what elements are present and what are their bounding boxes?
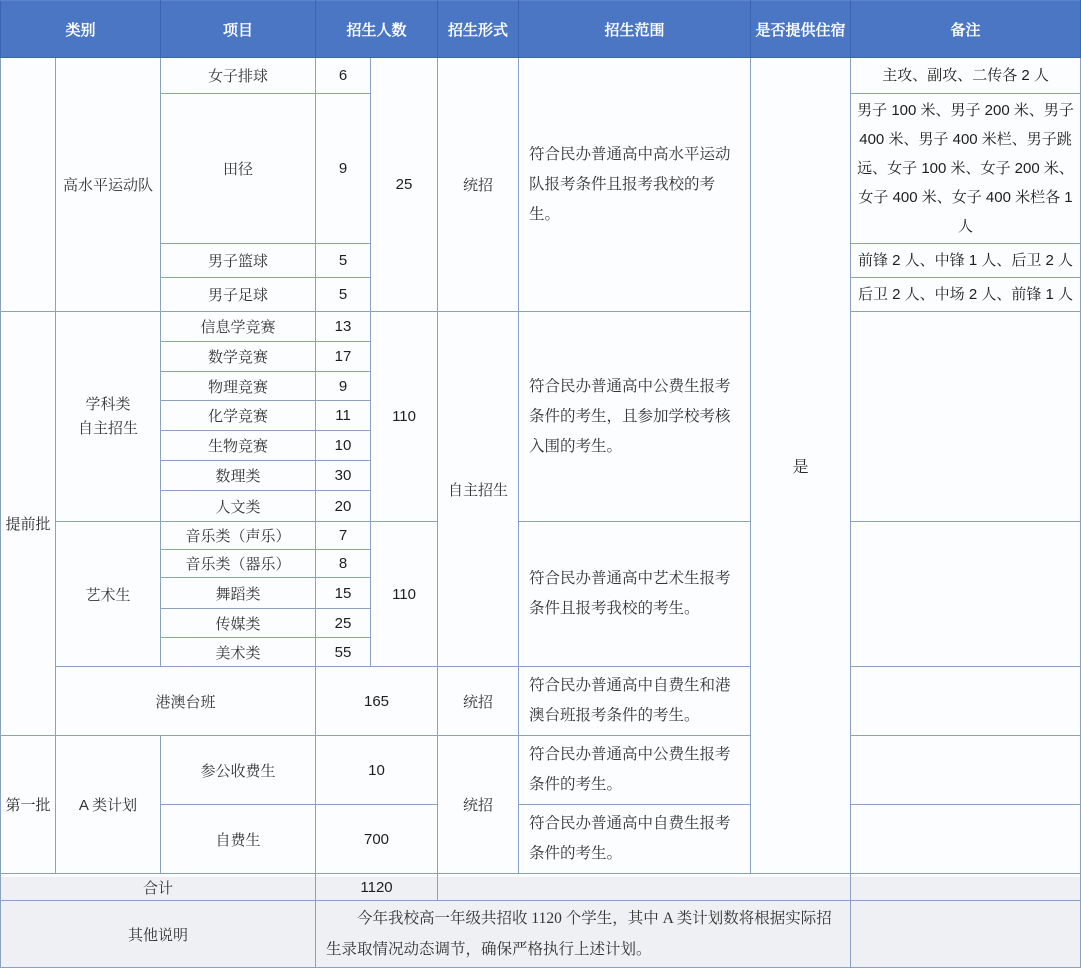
scope-cell-hmt: 符合民办普通高中自费生和港澳台班报考条件的考生。 [519,667,751,736]
note-cell: 主攻、副攻、二传各 2 人 [851,58,1081,94]
row-hmt-class [1,667,1081,736]
note-cell-empty [851,901,1081,968]
form-cell-independent: 自主招生 [438,312,519,667]
count-cell: 5 [316,244,371,278]
note-cell-empty [851,312,1081,522]
row-female-volleyball [1,58,1081,94]
total-label-cell: 合计 [1,874,316,901]
scope-cell-public-fee: 符合民办普通高中公费生报考条件的考生。 [519,736,751,805]
note-cell-empty [851,667,1081,736]
count-cell: 9 [316,372,371,401]
count-cell: 5 [316,278,371,312]
count-cell: 15 [316,578,371,609]
project-cell: 音乐类（器乐） [161,550,316,578]
count-cell: 55 [316,638,371,667]
count-cell: 20 [316,491,371,522]
row-other-notes [1,901,1081,968]
project-cell: 男子足球 [161,278,316,312]
batch-cell-advance: 提前批 [1,312,56,736]
scope-cell-self-funded: 符合民办普通高中自费生报考条件的考生。 [519,805,751,874]
header-remarks: 备注 [851,1,1081,58]
category-cell-plan-a: A 类计划 [56,736,161,874]
row-self-funded-students [1,805,1081,874]
count-cell: 10 [316,431,371,461]
other-notes-text-cell: 今年我校高一年级共招收 1120 个学生，其中 A 类计划数将根据实际招生录取情况动态调节，确保严格执行上述计划。 [316,901,851,968]
note-cell-empty [851,522,1081,667]
project-cell: 自费生 [161,805,316,874]
form-cell-first-batch: 统招 [438,736,519,874]
row-informatics [1,312,1081,342]
count-cell: 8 [316,550,371,578]
count-cell: 9 [316,94,371,244]
project-cell: 参公收费生 [161,736,316,805]
header-accommodation: 是否提供住宿 [751,1,851,58]
count-cell: 700 [316,805,438,874]
project-cell: 物理竞赛 [161,372,316,401]
category-cell-sports: 高水平运动队 [56,58,161,312]
total-value-cell: 1120 [316,874,438,901]
note-cell-empty [851,874,1081,901]
batch-cell-first: 第一批 [1,736,56,874]
category-academic-line2: 自主招生 [78,419,139,437]
project-cell: 生物竞赛 [161,431,316,461]
row-public-fee-students [1,736,1081,805]
header-form: 招生形式 [438,1,519,58]
count-cell-hmt: 165 [316,667,438,736]
project-cell: 人文类 [161,491,316,522]
header-project: 项目 [161,1,316,58]
project-cell: 女子排球 [161,58,316,94]
project-cell: 数理类 [161,461,316,491]
count-cell: 7 [316,522,371,550]
accommodation-cell: 是 [751,58,851,874]
project-cell: 信息学竞赛 [161,312,316,342]
project-cell: 田径 [161,94,316,244]
scope-cell-sports: 符合民办普通高中高水平运动队报考条件且报考我校的考生。 [519,58,751,312]
category-academic-line1: 学科类 [85,395,131,413]
total-empty-cell [438,874,851,901]
count-cell: 30 [316,461,371,491]
scope-cell-academic: 符合民办普通高中公费生报考条件的考生，且参加学校考核入围的考生。 [519,312,751,522]
header-category: 类别 [1,1,161,58]
subtotal-cell-academic: 110 [371,312,438,522]
count-cell: 17 [316,342,371,372]
row-total [1,874,1081,901]
note-cell: 前锋 2 人、中锋 1 人、后卫 2 人 [851,244,1081,278]
other-notes-label-cell: 其他说明 [1,901,316,968]
note-cell: 男子 100 米、男子 200 米、男子 400 米、男子 400 米栏、男子跳远、女子 100 米、女子 200 米、女子 400 米、女子 400 米栏各 1 人 [851,94,1081,244]
count-cell: 11 [316,401,371,431]
count-cell: 10 [316,736,438,805]
row-music-vocal [1,522,1081,550]
count-cell: 25 [316,609,371,638]
form-cell-sports: 统招 [438,58,519,312]
header-scope: 招生范围 [519,1,751,58]
project-cell: 传媒类 [161,609,316,638]
project-cell-hmt: 港澳台班 [56,667,316,736]
project-cell: 数学竞赛 [161,342,316,372]
scope-cell-arts: 符合民办普通高中艺术生报考条件且报考我校的考生。 [519,522,751,667]
count-cell: 13 [316,312,371,342]
subtotal-cell-sports: 25 [371,58,438,312]
category-cell-academic [56,312,161,522]
project-cell: 音乐类（声乐） [161,522,316,550]
project-cell: 化学竞赛 [161,401,316,431]
batch-cell-empty [1,58,56,312]
subtotal-cell-arts: 110 [371,522,438,667]
note-cell-empty [851,736,1081,805]
note-cell-empty [851,805,1081,874]
count-cell: 6 [316,58,371,94]
header-count: 招生人数 [316,1,438,58]
header-row [1,1,1081,58]
project-cell: 男子篮球 [161,244,316,278]
category-cell-arts: 艺术生 [56,522,161,667]
project-cell: 舞蹈类 [161,578,316,609]
project-cell: 美术类 [161,638,316,667]
form-cell-hmt: 统招 [438,667,519,736]
note-cell: 后卫 2 人、中场 2 人、前锋 1 人 [851,278,1081,312]
